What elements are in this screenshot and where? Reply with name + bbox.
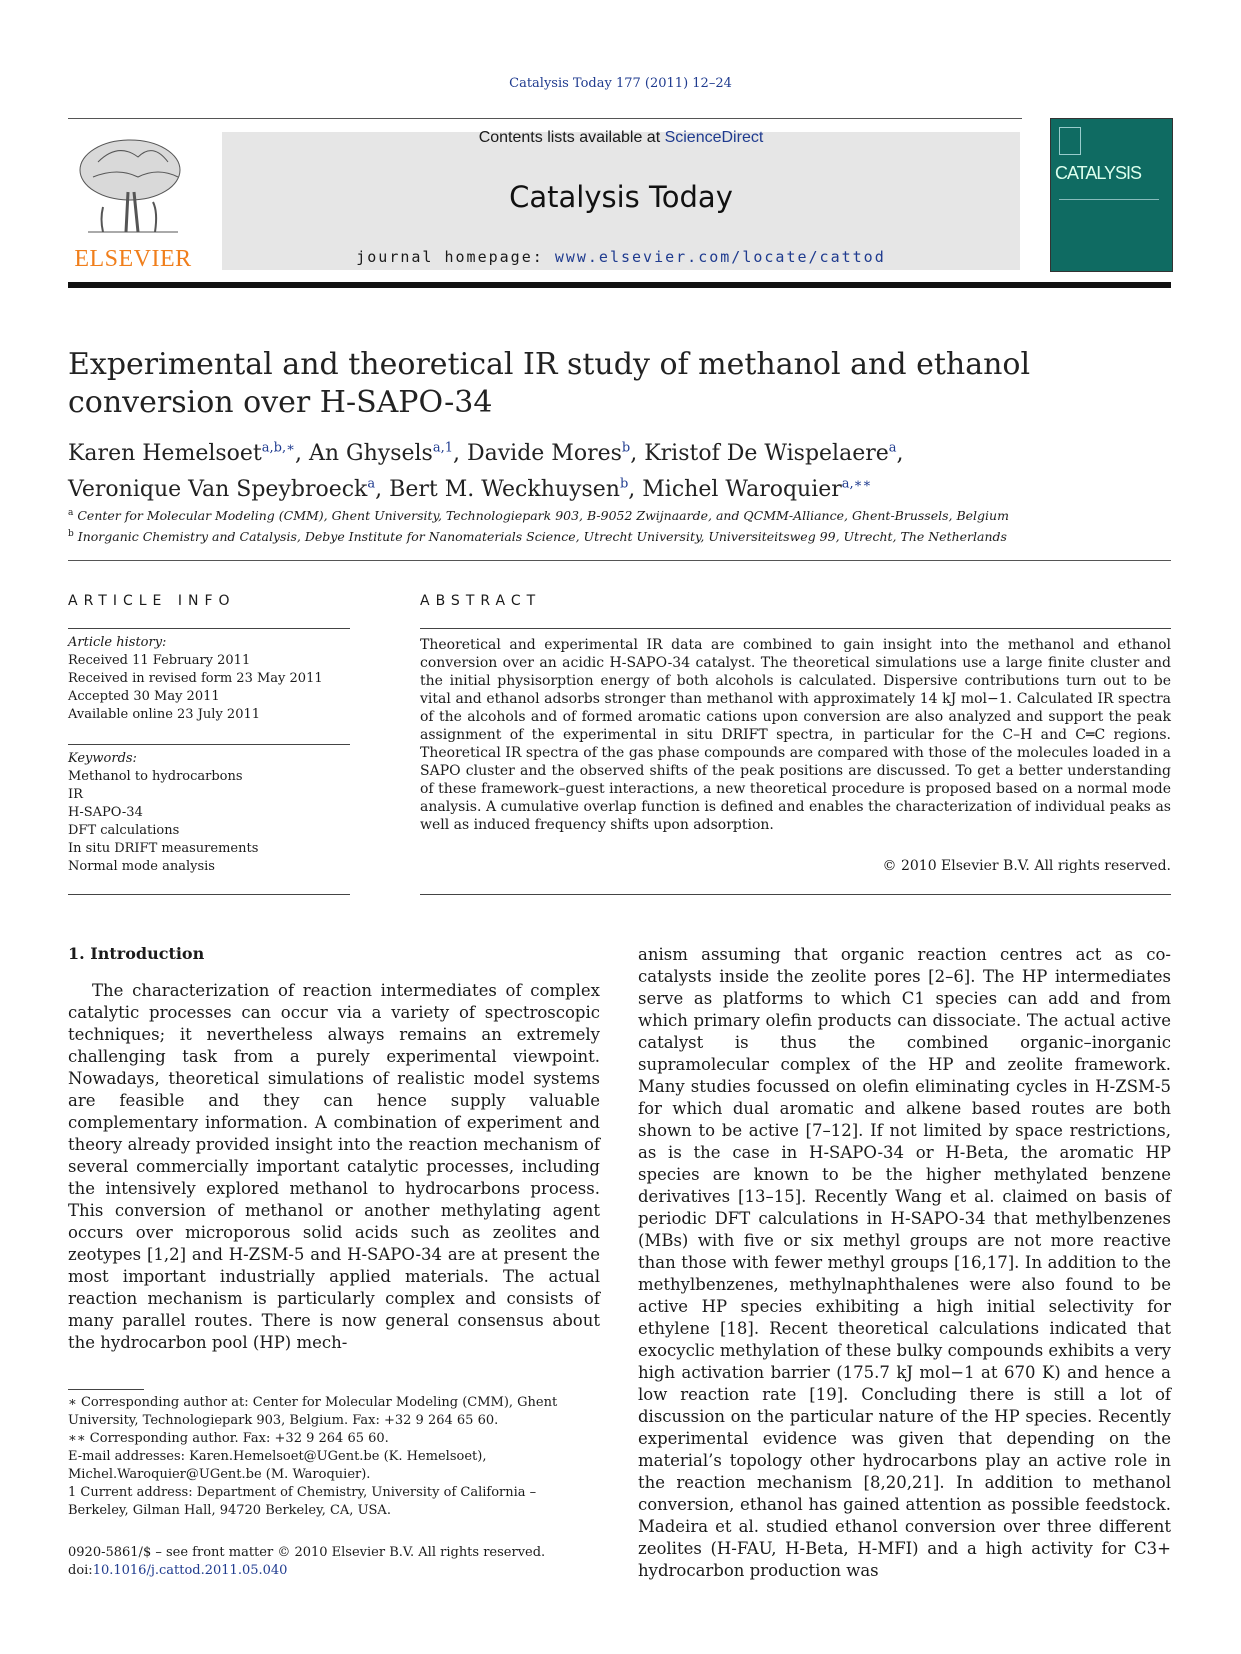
doi-link[interactable]: 10.1016/j.cattod.2011.05.040: [92, 1563, 288, 1578]
affiliations: [68, 504, 1178, 546]
journal-cover-thumbnail[interactable]: [1050, 118, 1173, 272]
author: Veronique Van Speybroeck$^a$,: [68, 476, 390, 502]
info-rule: [68, 628, 350, 629]
abstract-text: Theoretical and experimental IR data are combined to gain insight into the methanol and ethanol conversion over an acidic H-SAPO-34 catalyst. The theoretical simulations use a large finite cluster and the initial physisorption energy of both alcohols is calculated. Dispersive contributions turn out to be vital and ethanol adsorbs stronger than methanol with approximately 14 kJ mol−1. Calculated IR spectra of the alcohols and of formed aromatic cations upon conversion are also analyzed and support the peak assignment of the experimental in situ DRIFT spectra, in particular for the C–H and C═C regions. Theoretical IR spectra of the gas phase compounds are compared with those of the molecules loaded in a SAPO cluster and the observed shifts of the peak positions are discussed. To get a better understanding of these framework–guest interactions, a new theoretical procedure is proposed based on a normal mode analysis. A cumulative overlap function is defined and enables the characterization of individual peaks as well as induced frequency shifts upon adsorption.: [420, 637, 1171, 833]
abstract-rule: [420, 894, 1171, 895]
history-item: Accepted 30 May 2011: [68, 689, 220, 704]
author-affil-mark[interactable]: a: [888, 441, 897, 456]
affiliation-a: $^a$ Center for Molecular Modeling (CMM), Ghent University, Technologiepark 903, B-9052 Zwijnaarde, and QCMM-Alliance, Ghent-Brussels, Belgium: [68, 508, 1009, 524]
journal-citation[interactable]: Catalysis Today 177 (2011) 12–24: [509, 76, 732, 91]
header-top-rule: [68, 118, 1022, 119]
footnote: 1 Current address: Department of Chemistry, University of California – Berkeley, Gilman Hall, 94720 Berkeley, CA, USA.: [68, 1485, 537, 1518]
cover-rule: [1059, 199, 1159, 200]
affiliation-rule: [68, 560, 1171, 561]
homepage-link[interactable]: www.elsevier.com/locate/cattod: [554, 248, 886, 266]
footnote-emails: E-mail addresses: Karen.Hemelsoet@UGent.be (K. Hemelsoet), Michel.Waroquier@UGent.be (M. Waroquier).: [68, 1449, 487, 1482]
body-column-left: The characterization of reaction intermediates of complex catalytic processes can occur via a variety of spectroscopic techniques; it nevertheless always remains an extremely challenging task from a purely experimental viewpoint. Nowadays, theoretical simulations of realistic model systems are feasible and they can hence supply valuable complementary information. A combination of experiment and theory already provided insight into the reaction mechanism of several commercially important catalytic processes, including the intensively explored methanol to hydrocarbons process. This conversion of methanol or another methylating agent occurs over microporous solid acids such as zeolites and zeotypes [1,2] and H-ZSM-5 and H-SAPO-34 are at present the most important industrially applied materials. The actual reaction mechanism is particularly complex and consists of many parallel routes. There is now general consensus about the hydrocarbon pool (HP) mech-: [68, 981, 600, 1352]
cover-title: CATALYSIS: [1055, 163, 1142, 183]
keyword: DFT calculations: [68, 823, 180, 838]
author-affil-mark[interactable]: b: [619, 476, 629, 492]
author: Bert M. Weckhuysen$^b$,: [389, 476, 643, 502]
keywords-label: Keywords:: [68, 751, 137, 766]
author-affil-mark[interactable]: a,1: [432, 441, 453, 456]
keyword: Normal mode analysis: [68, 859, 215, 874]
keywords: [68, 750, 350, 876]
author-affil-mark[interactable]: a: [367, 476, 376, 492]
author-affil-mark[interactable]: a,b,∗: [261, 441, 295, 456]
author-list: [68, 434, 1178, 505]
paper-title: Experimental and theoretical IR study of methanol and ethanol conversion over H-SAPO-34: [68, 347, 1031, 420]
info-rule: [68, 894, 350, 895]
keyword: Methanol to hydrocarbons: [68, 769, 243, 784]
history-item: Received in revised form 23 May 2011: [68, 671, 323, 686]
sciencedirect-link[interactable]: ScienceDirect: [664, 129, 764, 146]
abstract-copyright: © 2010 Elsevier B.V. All rights reserved.: [882, 858, 1171, 874]
article-history: [68, 634, 350, 724]
info-rule: [68, 744, 350, 745]
author-affil-mark[interactable]: b: [621, 441, 631, 456]
abstract-rule: [420, 628, 1171, 629]
footnote: ∗∗ Corresponding author. Fax: +32 9 264 65 60.: [68, 1431, 389, 1446]
author: Kristof De Wispelaere$^a$,: [644, 441, 904, 467]
abstract-heading: ABSTRACT: [420, 593, 542, 609]
history-item: Received 11 February 2011: [68, 653, 251, 668]
front-matter: [68, 1544, 600, 1580]
journal-title: Catalysis Today: [509, 180, 733, 214]
keyword: IR: [68, 787, 83, 802]
author: An Ghysels$^{a,1}$,: [308, 441, 467, 467]
issn-line: 0920-5861/$ – see front matter © 2010 Elsevier B.V. All rights reserved.: [68, 1545, 546, 1560]
keyword: H-SAPO-34: [68, 805, 143, 820]
contents-line: [222, 129, 1020, 147]
footnote: ∗ Corresponding author at: Center for Molecular Modeling (CMM), Ghent University, Technologiepark 903, Belgium. Fax: +32 9 264 65 60.: [68, 1395, 558, 1428]
homepage-prefix: journal homepage:: [356, 248, 555, 266]
footnote-rule: [68, 1389, 144, 1390]
elsevier-wordmark: ELSEVIER: [74, 246, 192, 272]
history-label: Article history:: [68, 635, 167, 650]
footnotes: [68, 1394, 600, 1520]
header-thick-rule: [68, 282, 1171, 288]
homepage-line: [222, 248, 1020, 266]
body-column-right: anism assuming that organic reaction centres act as co-catalysts inside the zeolite pores [2–6]. The HP intermediates serve as platforms to which C1 species can add and from which primary olefin products can dissociate. The actual active catalyst is thus the combined organic–inorganic supramolecular complex of the HP and zeolite framework. Many studies focussed on olefin eliminating cycles in H-ZSM-5 for which dual aromatic and alkene based routes are both shown to be active [7–12]. If not limited by space restrictions, as is the case in H-SAPO-34 or H-Beta, the aromatic HP species are known to be the higher methylated benzene derivatives [13–15]. Recently Wang et al. claimed on basis of periodic DFT calculations in H-SAPO-34 that methylbenzenes (MBs) with five or six methyl groups are not more reactive than those with fewer methyl groups [16,17]. In addition to the methylbenzenes, methylnaphthalenes were also found to be active HP species exhibiting a high initial selectivity for ethylene [18]. Recent theoretical calculations indicated that exocyclic methylation of these bulky compounds exhibits a very high activation barrier (175.7 kJ mol−1 at 670 K) and hence a low reaction rate [19]. Concluding there is still a lot of discussion on the particular nature of the HP species. Recently experimental evidence was given that depending on the material’s topology other hydrocarbons play an active role in the reaction mechanism [8,20,21]. In addition to methanol conversion, ethanol has gained attention as possible feedstock. Madeira et al. studied ethanol conversion over three different zeolites (H-FAU, H-Beta, H-MFI) and a high activity for C3+ hydrocarbon production was: [638, 945, 1171, 1580]
keyword: In situ DRIFT measurements: [68, 841, 259, 856]
affiliation-b: $^b$ Inorganic Chemistry and Catalysis, Debye Institute for Nanomaterials Science, Utrecht University, Universiteitsweg 99, Utrecht, The Netherlands: [68, 529, 1007, 545]
author: Karen Hemelsoet$^{a,b,∗}$,: [68, 441, 309, 467]
author: Davide Mores$^b$,: [466, 441, 645, 467]
section-heading: 1. Introduction: [68, 944, 205, 963]
author: Michel Waroquier$^{a,∗∗}$: [642, 476, 872, 502]
article-info-heading: ARTICLE INFO: [68, 593, 236, 609]
contents-prefix: Contents lists available at: [478, 129, 665, 146]
history-item: Available online 23 July 2011: [68, 707, 261, 722]
cover-emblem: [1059, 127, 1081, 155]
doi-line: doi:10.1016/j.cattod.2011.05.040: [68, 1563, 288, 1578]
author-affil-mark[interactable]: a,∗∗: [841, 476, 872, 492]
